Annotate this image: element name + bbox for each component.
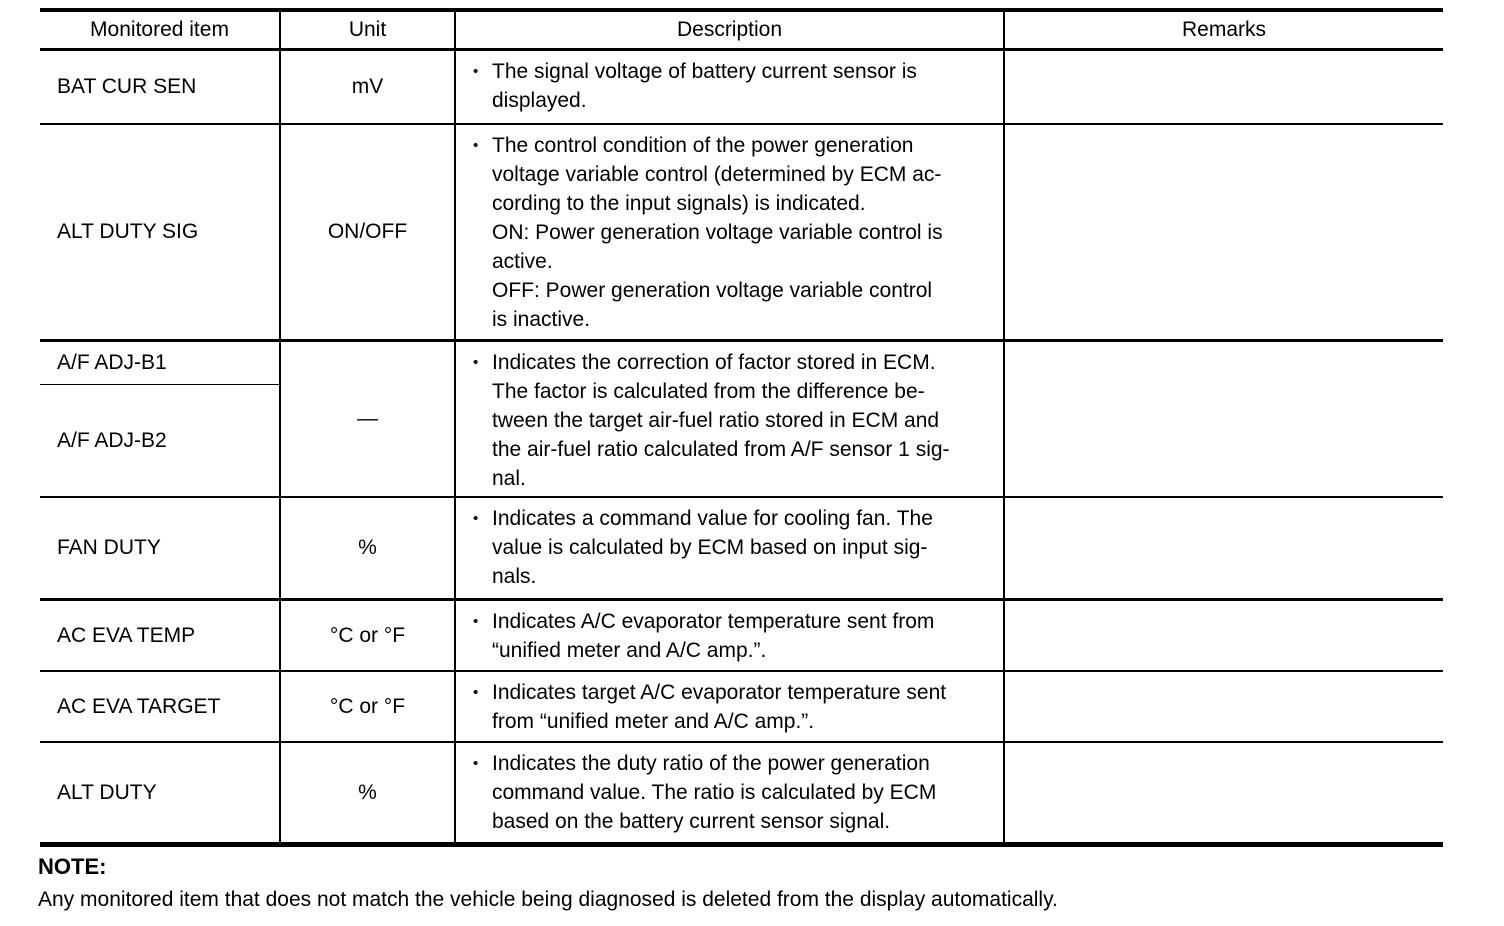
description-lines [492,678,999,736]
description-cell [455,341,1004,498]
remarks-cell [1004,600,1443,672]
description-line: nal. [492,467,526,490]
description-lines [492,348,999,493]
table-row [40,671,1443,742]
description-line: from “unified meter and A/C amp.”. [492,710,815,733]
monitored-item-cell: A/F ADJ-B2 [40,385,280,498]
bullet-icon: • [473,354,479,371]
unit-cell: — [280,341,455,498]
table-row [40,341,1443,385]
unit-cell: mV [280,50,455,125]
description-line: voltage variable control (determined by ECM ac- [492,163,942,186]
header-description: Description [455,10,1004,50]
description-lines [492,131,999,334]
description-lines [492,57,999,115]
monitored-items-table [40,8,1443,847]
description-cell [455,600,1004,672]
description-line: displayed. [492,89,587,112]
table-row [40,124,1443,341]
description-cell [455,50,1004,125]
description-cell [455,742,1004,845]
note-text: Any monitored item that does not match the vehicle being diagnosed is deleted from the display automatically. [38,888,1058,911]
description-line: based on the battery current sensor signal. [492,810,891,833]
description-lines [492,504,999,591]
remarks-cell [1004,742,1443,845]
unit-cell: % [280,497,455,600]
monitored-item-cell: A/F ADJ-B1 [40,341,280,385]
description-line: The signal voltage of battery current sensor is [492,60,917,83]
description-lines [492,607,999,665]
remarks-cell [1004,50,1443,125]
monitored-item-cell: FAN DUTY [40,497,280,600]
remarks-cell [1004,341,1443,498]
table-header-row [40,10,1443,50]
description-line: the air-fuel ratio calculated from A/F sensor 1 sig- [492,438,950,461]
description-line: Indicates the correction of factor stored in ECM. [492,351,936,374]
table-row [40,742,1443,845]
description-cell [455,124,1004,341]
monitored-item-cell: ALT DUTY [40,742,280,845]
bullet-icon: • [473,510,479,527]
note-label: NOTE: [38,854,107,879]
remarks-cell [1004,124,1443,341]
monitored-item-cell: BAT CUR SEN [40,50,280,125]
description-line: Indicates a command value for cooling fan. The [492,507,933,530]
description-line: is inactive. [492,308,591,331]
table-row [40,600,1443,672]
description-line: active. [492,250,553,273]
description-line: nals. [492,565,537,588]
description-line: cording to the input signals) is indicated. [492,192,866,215]
monitored-item-cell: AC EVA TEMP [40,600,280,672]
description-line: Indicates the duty ratio of the power generation [492,752,930,775]
description-line: The factor is calculated from the difference be- [492,380,925,403]
description-line: Indicates target A/C evaporator temperature sent [492,681,947,704]
table-row [40,497,1443,600]
header-unit: Unit [280,10,455,50]
description-line: The control condition of the power generation [492,134,914,157]
bullet-icon: • [473,137,479,154]
bullet-icon: • [473,755,479,772]
description-cell [455,497,1004,600]
monitored-item-cell: AC EVA TARGET [40,671,280,742]
unit-cell: °C or °F [280,671,455,742]
bullet-icon: • [473,63,479,80]
bullet-icon: • [473,613,479,630]
description-line: OFF: Power generation voltage variable control [492,279,933,302]
header-monitored-item: Monitored item [40,10,280,50]
description-line: ON: Power generation voltage variable control is [492,221,943,244]
remarks-cell [1004,497,1443,600]
description-line: value is calculated by ECM based on input sig- [492,536,928,559]
unit-cell: °C or °F [280,600,455,672]
bullet-icon: • [473,684,479,701]
monitored-item-cell: ALT DUTY SIG [40,124,280,341]
description-line: “unified meter and A/C amp.”. [492,639,767,662]
description-lines [492,749,999,836]
remarks-cell [1004,671,1443,742]
description-line: command value. The ratio is calculated by ECM [492,781,937,804]
description-line: tween the target air-fuel ratio stored in ECM and [492,409,940,432]
description-line: Indicates A/C evaporator temperature sent from [492,610,935,633]
table-body [40,50,1443,845]
unit-cell: % [280,742,455,845]
unit-cell: ON/OFF [280,124,455,341]
description-cell [455,671,1004,742]
table-row [40,50,1443,125]
header-remarks: Remarks [1004,10,1443,50]
